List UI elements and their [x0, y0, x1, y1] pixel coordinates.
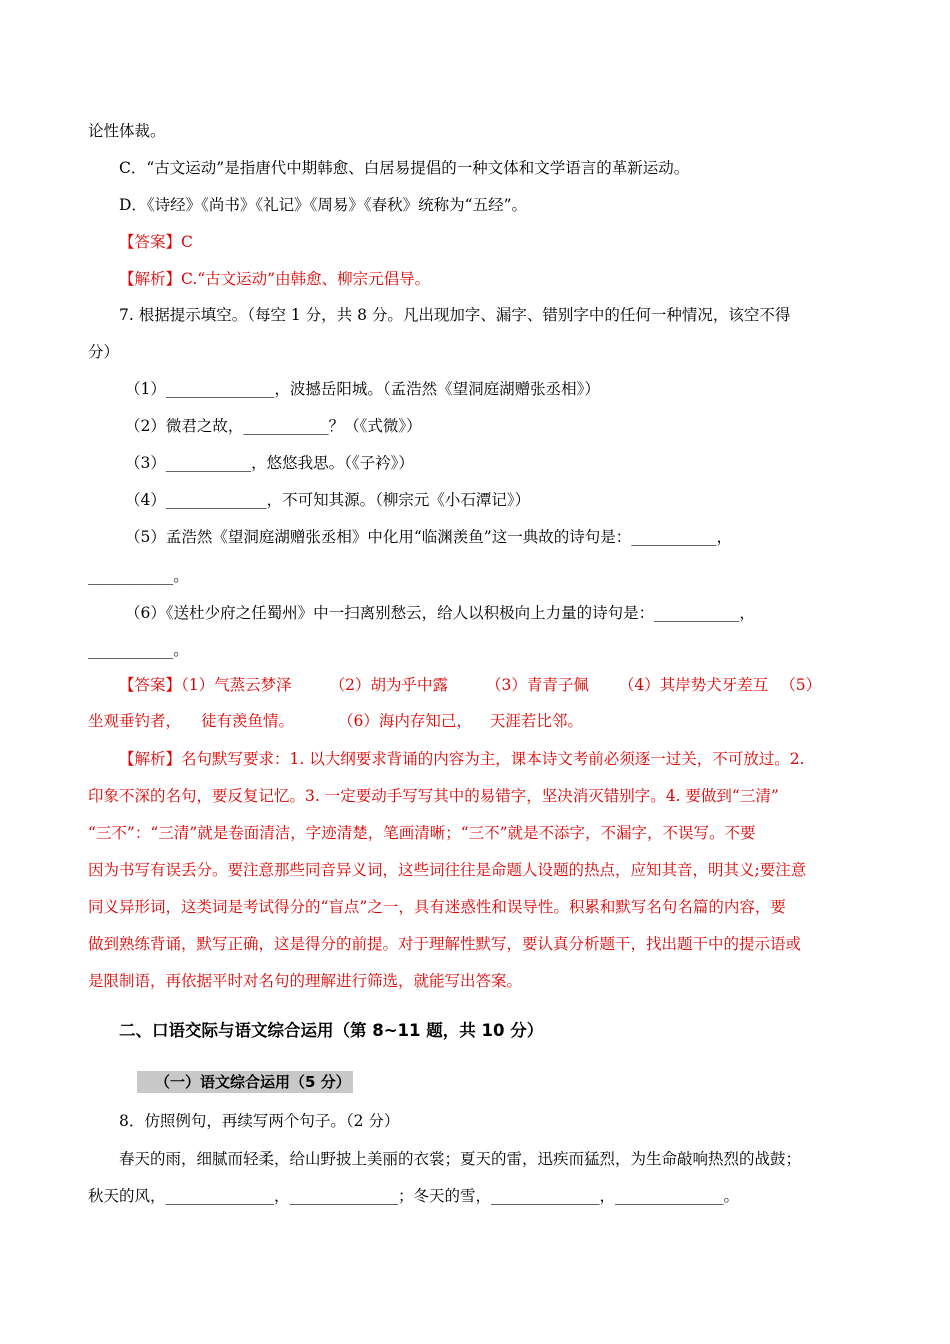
analysis-line-7 — [119, 749, 805, 769]
blank-item-3: （3）___________，悠悠我思。（《子衿》） — [125, 454, 414, 472]
analysis-label: 【解析】 — [119, 750, 182, 768]
blank-item-6: （6）《送杜少府之任蜀州》中一扫离别愁云，给人以积极向上力量的诗句是：___________， — [125, 604, 755, 622]
answer-part: （3）青青子佩 — [486, 676, 589, 694]
analysis-text: 是限制语，再依据平时对名句的理解进行筛选，就能写出答案。 — [88, 972, 523, 990]
question-8: 8．仿照例句，再续写两个句子。（2 分） — [119, 1112, 400, 1130]
answer-part: （6）海内存知己， — [338, 712, 472, 730]
answer-part: （2）胡为乎中露 — [329, 676, 449, 694]
blank-item-6-cont: ___________。 — [88, 641, 189, 659]
answer-value: C — [181, 233, 193, 251]
answer-line-7-cont — [88, 711, 583, 731]
answer-label: 【答案】 — [119, 233, 182, 251]
analysis-line-6 — [119, 269, 430, 289]
analysis-text: 印象不深的名句，要反复记忆。3. 一定要动手写写其中的易错字，坚决消灭错别字。4. 要做到“三清” — [88, 787, 779, 805]
answer-part: 徒有羡鱼情。 — [201, 712, 295, 730]
option-d: D．《诗经》《尚书》《礼记》《周易》《春秋》统称为“五经”。 — [119, 196, 528, 214]
answer-label: 【答案】 — [119, 676, 182, 694]
subsection-heading: （一）语文综合运用（5 分） — [155, 1072, 353, 1092]
blank-item-1: （1）______________，波撼岳阳城。（孟浩然《望洞庭湖赠张丞相》） — [125, 380, 600, 398]
analysis-text: “三不”：“三清”就是卷面清洁，字迹清楚，笔画清晰；“三不”就是不添字，不漏字，不误写。不要 — [88, 824, 756, 842]
option-c: C．“古文运动”是指唐代中期韩愈、白居易提倡的一种文体和文学语言的革新运动。 — [119, 159, 690, 177]
answer-part: （5） — [780, 676, 822, 694]
analysis-value: C.“古文运动”由韩愈、柳宗元倡导。 — [181, 270, 431, 288]
blank-item-5-cont: ___________。 — [88, 567, 189, 585]
fill-sentence: 秋天的风，______________，______________；冬天的雪，______________，______________。 — [88, 1187, 740, 1205]
answer-part: 坐观垂钓者， — [88, 712, 182, 730]
text-line: 论性体裁。 — [88, 122, 166, 140]
blank-item-2: （2）微君之故，___________？（《式微》） — [125, 417, 422, 435]
example-sentence: 春天的雨，细腻而轻柔，给山野披上美丽的衣裳；夏天的雷，迅疾而猛烈，为生命敲响热烈的战鼓； — [119, 1150, 802, 1168]
blank-item-4: （4）_____________，不可知其源。（柳宗元《小石潭记》） — [125, 491, 531, 509]
blank-item-5: （5）孟浩然《望洞庭湖赠张丞相》中化用“临渊羡鱼”这一典故的诗句是：___________， — [125, 528, 732, 546]
answer-part: （4）其岸势犬牙差互 — [618, 676, 769, 694]
answer-line-6 — [119, 232, 193, 252]
question-7: 7. 根据提示填空。（每空 1 分，共 8 分。凡出现加字、漏字、错别字中的任何一种情况，该空不得 — [119, 306, 791, 324]
answer-line-7 — [119, 675, 821, 695]
answer-part: （1）气蒸云梦泽 — [181, 676, 292, 694]
answer-part: 天涯若比邻。 — [489, 712, 583, 730]
section-heading: 二、口语交际与语文综合运用（第 8~11 题，共 10 分） — [119, 1021, 544, 1040]
analysis-text: 做到熟练背诵，默写正确，这是得分的前提。对于理解性默写，要认真分析题干，找出题干中的提示语或 — [88, 935, 802, 953]
analysis-text: 名句默写要求：1. 以大纲要求背诵的内容为主，课本诗文考前必须逐一过关，不可放过。2. — [181, 750, 805, 768]
analysis-text: 同义异形词，这类词是考试得分的“盲点”之一，具有迷惑性和误导性。积累和默写名句名篇的内容，要 — [88, 898, 786, 916]
analysis-text: 因为书写有误丢分。要注意那些同音异义词，这些词往往是命题人设题的热点，应知其音，明其义;要注意 — [88, 861, 807, 879]
analysis-label: 【解析】 — [119, 270, 182, 288]
question-7-cont: 分） — [88, 343, 120, 361]
